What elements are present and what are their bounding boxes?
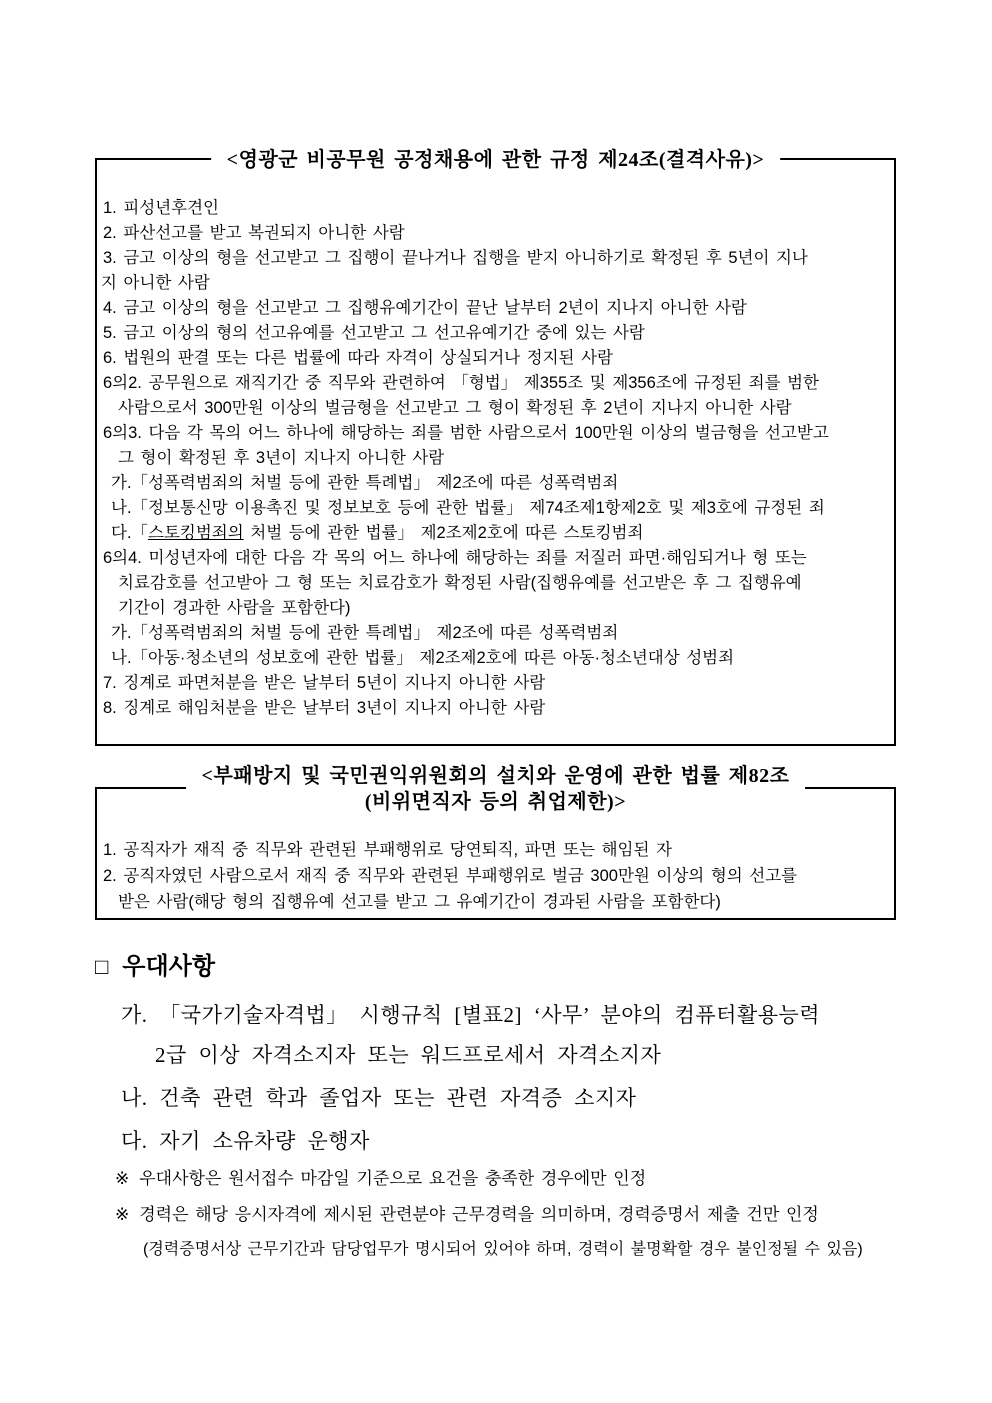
pref-item-ga: 가. 「국가기술자격법」 시행규칙 [별표2] ‘사무’ 분야의 컴퓨터활용능력 bbox=[121, 1003, 821, 1027]
box1-title: <영광군 비공무원 공정채용에 관한 규정 제24조(결격사유)> bbox=[211, 147, 781, 173]
law-line: 1. 피성년후견인 bbox=[103, 199, 219, 217]
box2-title-line1: <부패방지 및 국민권익위원회의 설치와 운영에 관한 법률 제82조 bbox=[201, 765, 790, 787]
reference-mark-icon: ※ bbox=[115, 1169, 130, 1188]
law-line: 6의2. 공무원으로 재직기간 중 직무와 관련하여 「형법」 제355조 및 제356조에 규정된 죄를 범한 bbox=[103, 374, 819, 392]
box1-body bbox=[97, 160, 894, 721]
law-subitem-stalking bbox=[101, 521, 890, 546]
law-line: 6. 법원의 판결 또는 다른 법률에 따라 자격이 상실되거나 정지된 사람 bbox=[103, 349, 613, 367]
law-subitem: 가.「성폭력범죄의 처벌 등에 관한 특례법」 제2조에 따른 성폭력범죄 bbox=[111, 474, 619, 492]
pref-note-2-text: 경력은 해당 응시자격에 제시된 관련분야 근무경력을 의미하며, 경력증명서 제출 건만 인정 bbox=[139, 1205, 819, 1224]
law-line-continuation: 사람으로서 300만원 이상의 벌금형을 선고받고 그 형이 확정된 후 2년이 지나지 아니한 사람 bbox=[118, 399, 792, 417]
preferences-heading bbox=[95, 950, 910, 984]
box2-title bbox=[186, 763, 806, 815]
law-subitem: 나.「아동·청소년의 성보호에 관한 법률」 제2조제2호에 따른 아동·청소년대상 성범죄 bbox=[111, 649, 735, 667]
law-line-continuation: 받은 사람(해당 형의 집행유예 선고를 받고 그 유예기간이 경과된 사람을 포함한다) bbox=[118, 893, 721, 911]
law-line: 2. 공직자였던 사람으로서 재직 중 직무와 관련된 부패행위로 벌금 300만원 이상의 형의 선고를 bbox=[103, 867, 798, 885]
pref-item-na: 나. 건축 관련 학과 졸업자 또는 관련 자격증 소지자 bbox=[121, 1086, 637, 1110]
law-line: 8. 징계로 해임처분을 받은 날부터 3년이 지나지 아니한 사람 bbox=[103, 699, 546, 717]
law-line-continuation: 기간이 경과한 사람을 포함한다) bbox=[118, 599, 351, 617]
preferences-section bbox=[95, 950, 910, 1262]
corruption-clause-box bbox=[95, 765, 896, 920]
pref-item-da: 다. 자기 소유차량 운행자 bbox=[121, 1129, 370, 1153]
law-line: 2. 파산선고를 받고 복권되지 아니한 사람 bbox=[103, 224, 405, 242]
law-subitem-underlined-term: 스토킹범죄의 bbox=[148, 524, 244, 542]
law-line: 5. 금고 이상의 형의 선고유예를 선고받고 그 선고유예기간 중에 있는 사람 bbox=[103, 324, 645, 342]
law-line-continuation: 치료감호를 선고받아 그 형 또는 치료감호가 확정된 사람(집행유예를 선고받은 후 그 집행유예 bbox=[118, 574, 802, 592]
law-subitem: 나.「정보통신망 이용촉진 및 정보보호 등에 관한 법률」 제74조제1항제2호 및 제3호에 규정된 죄 bbox=[111, 499, 825, 517]
law-subitem-prefix: 다.「 bbox=[111, 524, 149, 542]
preferences-heading-text: 우대사항 bbox=[122, 954, 216, 980]
pref-note-1 bbox=[95, 1167, 910, 1191]
pref-note-2 bbox=[95, 1203, 910, 1227]
law-line-continuation: 지 아니한 사람 bbox=[101, 274, 210, 292]
law-line-continuation: 그 형이 확정된 후 3년이 지나지 아니한 사람 bbox=[118, 449, 445, 467]
pref-note-1-text: 우대사항은 원서접수 마감일 기준으로 요건을 충족한 경우에만 인정 bbox=[139, 1169, 647, 1188]
law-subitem: 가.「성폭력범죄의 처벌 등에 관한 특례법」 제2조에 따른 성폭력범죄 bbox=[111, 624, 619, 642]
law-line: 3. 금고 이상의 형을 선고받고 그 집행이 끝나거나 집행을 받지 아니하기로 확정된 후 5년이 지나 bbox=[103, 249, 808, 267]
pref-note-2-continuation: (경력증명서상 근무기간과 담당업무가 명시되어 있어야 하며, 경력이 불명확할 경우 불인정될 수 있음) bbox=[143, 1241, 863, 1258]
law-line: 6의3. 다음 각 목의 어느 하나에 해당하는 죄를 범한 사람으로서 100만원 이상의 벌금형을 선고받고 bbox=[103, 424, 829, 442]
law-line: 6의4. 미성년자에 대한 다음 각 목의 어느 하나에 해당하는 죄를 저질러 파면·해임되거나 형 또는 bbox=[103, 549, 807, 567]
law-line: 7. 징계로 파면처분을 받은 날부터 5년이 지나지 아니한 사람 bbox=[103, 674, 546, 692]
reference-mark-icon: ※ bbox=[115, 1205, 130, 1224]
checkbox-icon: □ bbox=[95, 954, 109, 979]
law-line: 1. 공직자가 재직 중 직무와 관련된 부패행위로 당연퇴직, 파면 또는 해임된 자 bbox=[103, 841, 672, 859]
disqualification-clause-box bbox=[95, 149, 896, 746]
law-subitem-suffix: 처벌 등에 관한 법률」 제2조제2호에 따른 스토킹범죄 bbox=[243, 524, 644, 542]
pref-item-ga-continuation: 2급 이상 자격소지자 또는 워드프로세서 자격소지자 bbox=[155, 1043, 662, 1067]
box2-title-line2: (비위면직자 등의 취업제한)> bbox=[364, 791, 627, 813]
law-line: 4. 금고 이상의 형을 선고받고 그 집행유예기간이 끝난 날부터 2년이 지나지 아니한 사람 bbox=[103, 299, 747, 317]
